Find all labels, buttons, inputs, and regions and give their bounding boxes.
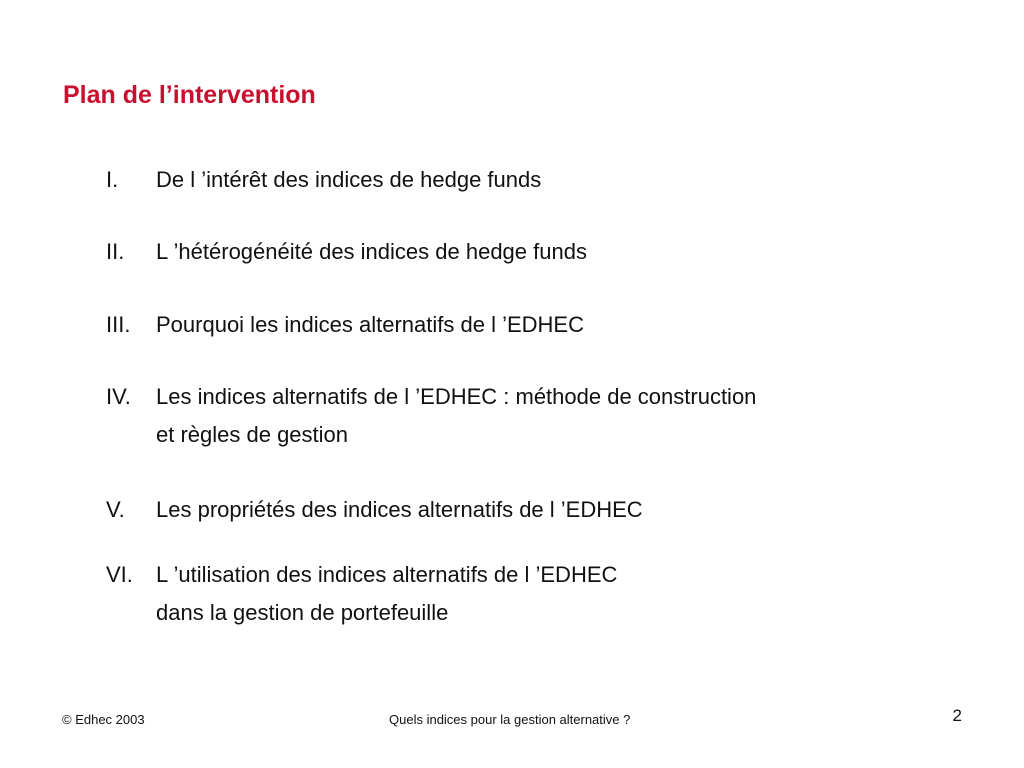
agenda-number: V. <box>106 497 125 522</box>
agenda-number: VI. <box>106 562 133 587</box>
slide-title: Plan de l’intervention <box>63 81 316 109</box>
footer-copyright: © Edhec 2003 <box>62 712 145 727</box>
agenda-number: I. <box>106 167 119 192</box>
footer-title: Quels indices pour la gestion alternative ? <box>389 712 631 727</box>
agenda-text: L ’utilisation des indices alternatifs de l ’EDHEC <box>156 562 618 587</box>
agenda-text-continuation: dans la gestion de portefeuille <box>156 600 449 625</box>
agenda-text-continuation: et règles de gestion <box>156 422 349 447</box>
page-number: 2 <box>952 706 962 725</box>
agenda-text: Les indices alternatifs de l ’EDHEC : méthode de construction <box>156 384 757 409</box>
agenda-number: II. <box>106 239 125 264</box>
agenda-text: De l ’intérêt des indices de hedge funds <box>156 167 542 192</box>
agenda-text: Les propriétés des indices alternatifs de l ’EDHEC <box>156 497 643 522</box>
agenda-number: III. <box>106 312 131 337</box>
agenda-text: L ’hétérogénéité des indices de hedge funds <box>156 239 587 264</box>
agenda-text: Pourquoi les indices alternatifs de l ’EDHEC <box>156 312 584 337</box>
agenda-number: IV. <box>106 384 131 409</box>
